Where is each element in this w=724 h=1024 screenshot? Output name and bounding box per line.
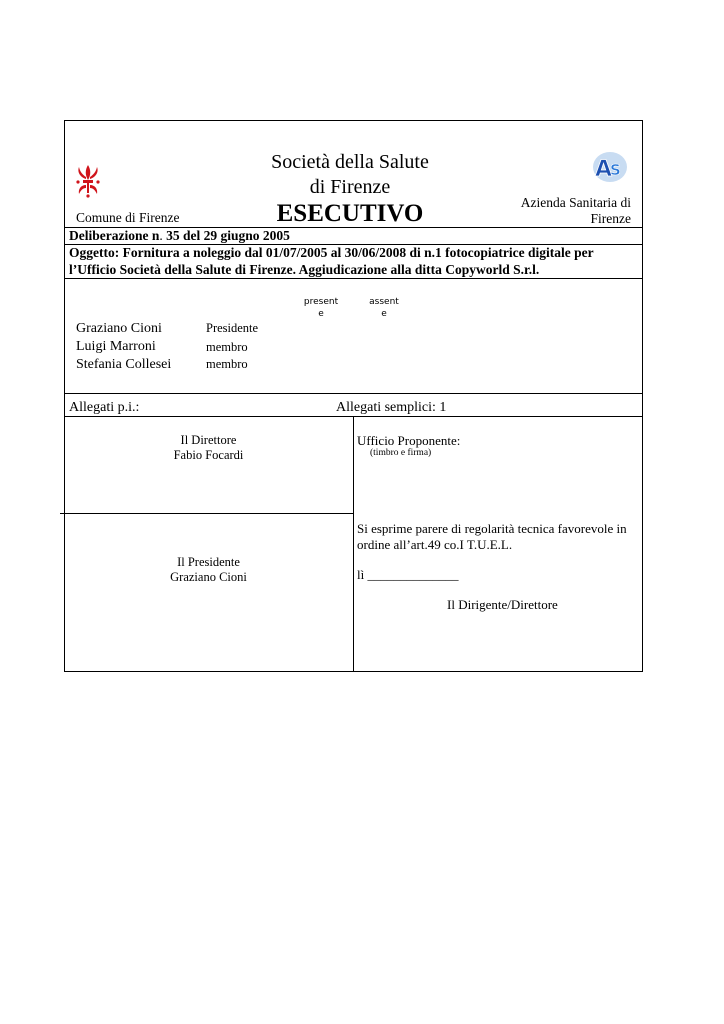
- present-header: [296, 296, 346, 320]
- svg-text:A: A: [595, 157, 613, 182]
- member-name: Graziano Cioni: [76, 321, 162, 336]
- member-name: Stefania Collesei: [76, 357, 172, 372]
- oggetto-line2: l’Ufficio Società della Salute di Firenze. Aggiudicazione alla ditta Copyworld S.r.l.: [69, 262, 540, 277]
- azienda-line2: Firenze: [590, 211, 631, 226]
- ufficio-stamp: (timbro e firma): [370, 448, 432, 458]
- divider-oggetto: [64, 278, 643, 279]
- member-role: membro: [206, 340, 248, 354]
- divider-attendance: [64, 393, 643, 394]
- florence-lily-icon: [74, 163, 102, 199]
- deliberazione-line: [69, 228, 290, 244]
- presidente-title: Il Presidente: [177, 555, 240, 569]
- frame-left: [64, 120, 65, 672]
- present-header-line2: e: [318, 309, 324, 319]
- allegati-semplici: Allegati semplici: 1: [336, 400, 447, 415]
- absent-header-line2: e: [381, 309, 387, 319]
- member-name: Luigi Marroni: [76, 339, 156, 354]
- ufficio-title: Ufficio Proponente:: [357, 433, 461, 448]
- deliberazione-label: Deliberazione n: [69, 228, 160, 243]
- member-role: membro: [206, 357, 248, 371]
- li-line: lì ______________: [357, 567, 459, 582]
- parere-line2: ordine all’art.49 co.I T.U.E.L.: [357, 537, 513, 552]
- direttore-title: Il Direttore: [180, 433, 237, 447]
- present-header-line1: present: [303, 297, 339, 307]
- comune-label: Comune di Firenze: [76, 210, 180, 225]
- deliberazione-dot: .: [159, 228, 163, 243]
- frame-top: [64, 120, 643, 121]
- divider-vertical: [353, 416, 354, 672]
- svg-text:S: S: [610, 161, 621, 179]
- deliberazione-number-date: 35 del 29 giugno 2005: [162, 228, 290, 243]
- parere-line1: Si esprime parere di regolarità tecnica favorevole in: [357, 521, 627, 536]
- allegati-pi: Allegati p.i.:: [69, 400, 140, 415]
- title-line1: Società della Salute: [271, 151, 429, 173]
- azienda-line1: Azienda Sanitaria di: [520, 195, 631, 210]
- member-role: Presidente: [206, 321, 259, 335]
- absent-header: [359, 296, 409, 320]
- divider-left-mid: [60, 513, 354, 514]
- presidente-name: Graziano Cioni: [170, 570, 247, 584]
- title-line2: di Firenze: [309, 176, 391, 198]
- asf-logo-icon: [592, 151, 628, 183]
- dirigente-label: Il Dirigente/Direttore: [447, 597, 558, 612]
- status-executivo: ESECUTIVO: [276, 200, 424, 227]
- frame-right: [642, 120, 643, 672]
- absent-header-line1: assent: [369, 297, 399, 307]
- oggetto-line1: Oggetto: Fornitura a noleggio dal 01/07/2005 al 30/06/2008 di n.1 fotocopiatrice digitale per: [69, 245, 594, 260]
- direttore-name: Fabio Focardi: [173, 448, 244, 462]
